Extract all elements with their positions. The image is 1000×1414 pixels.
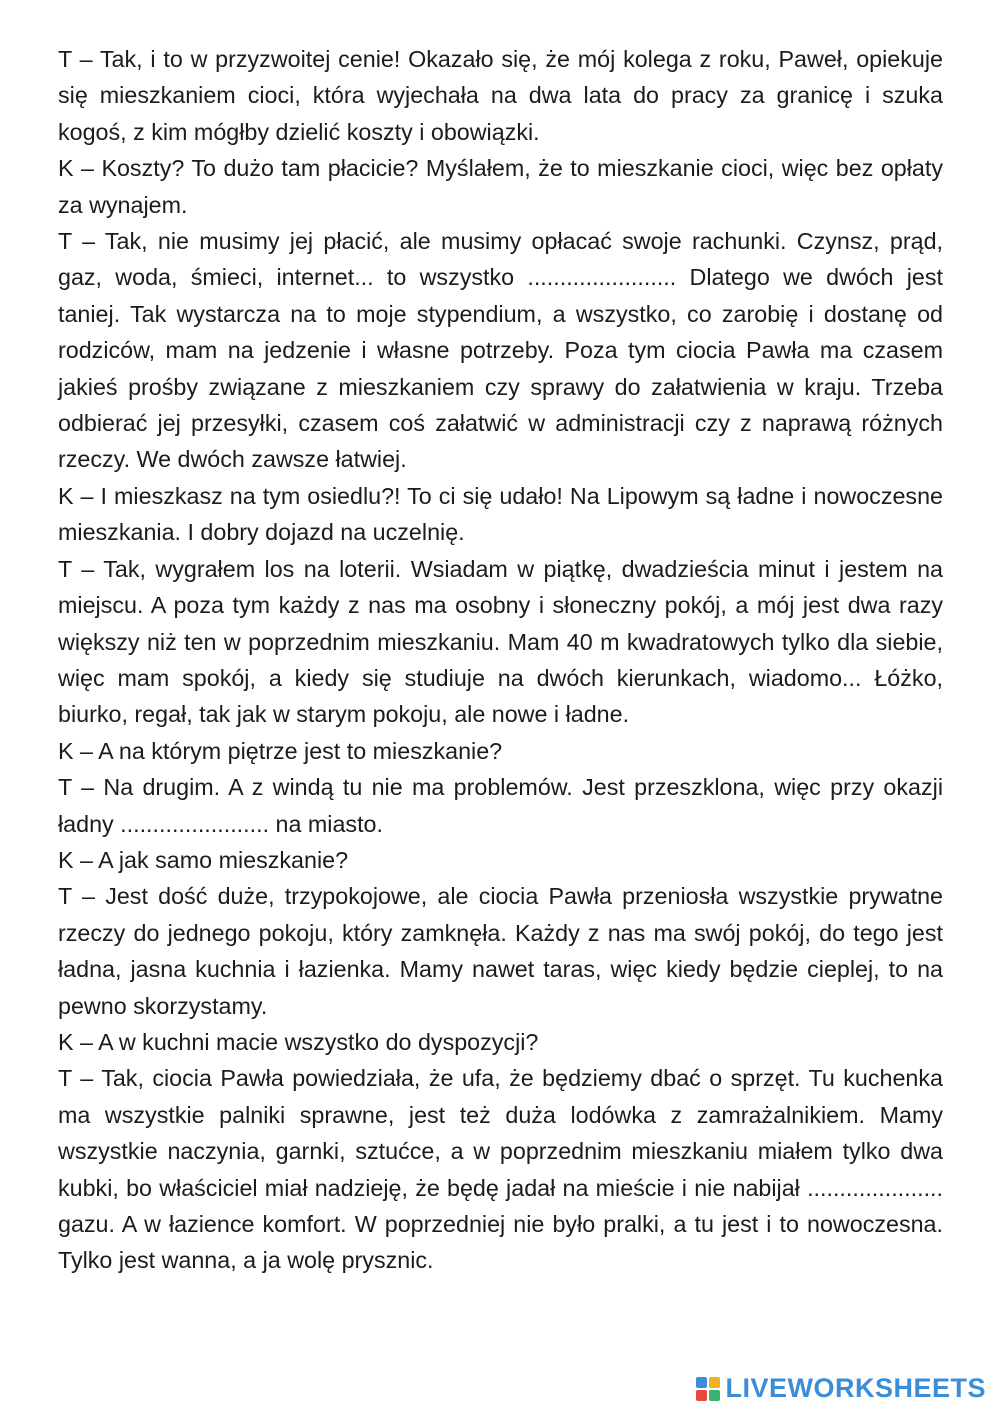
liveworksheets-brand[interactable]: [695, 1373, 986, 1404]
worksheet-text: [58, 41, 943, 1279]
dialogue-line-3: T – Tak, nie musimy jej płacić, ale musimy opłacać swoje rachunki. Czynsz, prąd, gaz, woda, śmieci, internet... to wszystko ....................... Dlatego we dwóch jest taniej. Tak wystarcza na to moje stypendium, a wszystko, co zarobię i dostanę od rodziców, mam na jedzenie i własne potrzeby. Poza tym ciocia Pawła ma czasem jakieś prośby związane z mieszkaniem czy sprawy do załatwienia w kraju. Trzeba odbierać jej przesyłki, czasem coś załatwić w administracji czy z naprawą różnych rzeczy. We dwóch zawsze łatwiej.: [58, 228, 943, 473]
dialogue-line-7: T – Na drugim. A z windą tu nie ma problemów. Jest przeszklona, więc przy okazji ładny ....................... na miasto.: [58, 774, 943, 837]
dialogue-line-2: K – Koszty? To dużo tam płacicie? Myślałem, że to mieszkanie cioci, więc bez opłaty za wynajem.: [58, 155, 943, 218]
liveworksheets-logo-icon: [695, 1376, 721, 1402]
dialogue-line-4: K – I mieszkasz na tym osiedlu?! To ci się udało! Na Lipowym są ładne i nowoczesne mieszkania. I dobry dojazd na uczelnię.: [58, 482, 943, 546]
dialogue-line-6: K – A na którym piętrze jest to mieszkanie?: [58, 737, 503, 764]
dialogue-line-1: T – Tak, i to w przyzwoitej cenie! Okazało się, że mój kolega z roku, Paweł, opiekuje się mieszkaniem cioci, która wyjechała na dwa lata do pracy za granicę i szuka kogoś, z kim mógłby dzielić koszty i obowiązki.: [58, 46, 943, 145]
dialogue-line-11: T – Tak, ciocia Pawła powiedziała, że ufa, że będziemy dbać o sprzęt. Tu kuchenka ma wszystkie palniki sprawne, jest też duża lodówka z zamrażalnikiem. Mamy wszystkie naczynia, garnki, sztućce, a w poprzednim mieszkaniu miałem tylko dwa kubki, bo właściciel miał nadzieję, że będę jadał na mieście i nie nabijał ..................... gazu. A w łazience komfort. W poprzedniej nie było pralki, a tu jest i to nowoczesna. Tylko jest wanna, a ja wolę prysznic.: [58, 1065, 943, 1274]
dialogue-line-5: T – Tak, wygrałem los na loterii. Wsiadam w piątkę, dwadzieścia minut i jestem na miejscu. A poza tym każdy z nas ma osobny i słoneczny pokój, a mój jest dwa razy większy niż ten w poprzednim mieszkaniu. Mam 40 m kwadratowych tylko dla siebie, więc mam spokój, a kiedy się studiuje na dwóch kierunkach, wiadomo... Łóżko, biurko, regał, tak jak w starym pokoju, ale nowe i ładne.: [58, 555, 943, 728]
brand-text: LIVEWORKSHEETS: [725, 1373, 986, 1403]
dialogue-line-10: K – A w kuchni macie wszystko do dyspozycji?: [58, 1028, 539, 1055]
dialogue-line-8: K – A jak samo mieszkanie?: [58, 846, 349, 873]
dialogue-line-9: T – Jest dość duże, trzypokojowe, ale ciocia Pawła przeniosła wszystkie prywatne rzeczy do jednego pokoju, który zamknęła. Każdy z nas ma swój pokój, do tego jest ładna, jasna kuchnia i łazienka. Mamy nawet taras, więc kiedy będzie cieplej, to na pewno skorzystamy.: [58, 883, 943, 1019]
